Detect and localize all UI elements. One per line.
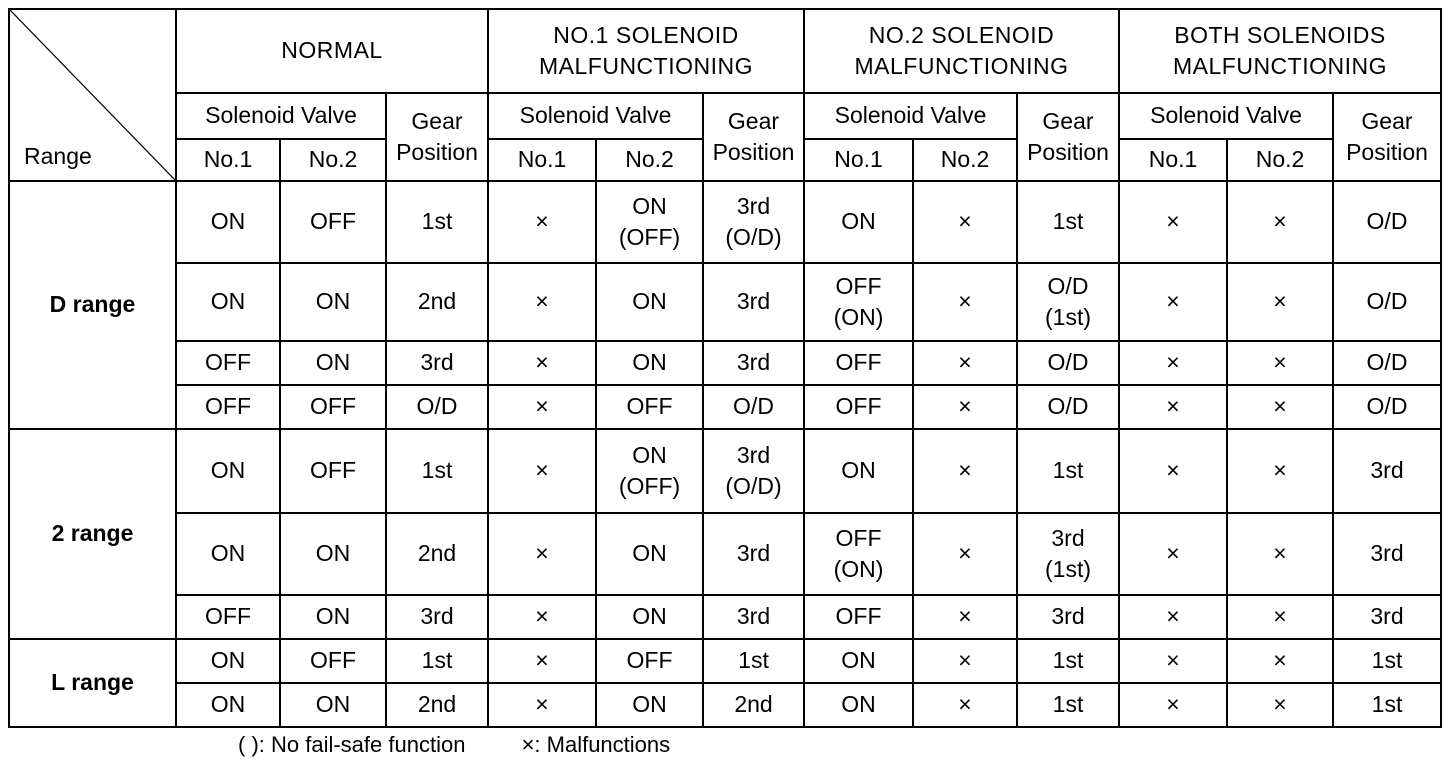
table-row — [9, 429, 1441, 513]
table-cell: × — [1119, 341, 1227, 385]
table-cell: ON — [176, 429, 280, 513]
table-cell: 3rd (1st) — [1017, 513, 1119, 595]
group-header-no1: NO.1 SOLENOID MALFUNCTIONING — [488, 9, 804, 93]
table-cell: × — [488, 341, 596, 385]
range-corner-cell — [9, 9, 176, 181]
table-row — [9, 263, 1441, 341]
gear-position-header: Gear Position — [703, 93, 804, 181]
solenoid-valve-header: Solenoid Valve — [804, 93, 1017, 139]
table-cell: OFF — [280, 429, 386, 513]
legend-malfunctions: ×: Malfunctions — [521, 732, 671, 757]
table-cell: ON — [804, 683, 913, 727]
table-cell: 3rd — [703, 595, 804, 639]
table-cell: ON — [280, 595, 386, 639]
legend — [238, 732, 720, 758]
table-cell: 3rd — [1333, 429, 1441, 513]
table-cell: 1st — [386, 181, 488, 263]
table-cell: ON — [176, 683, 280, 727]
table-cell: 1st — [703, 639, 804, 683]
table-cell: O/D — [1017, 385, 1119, 429]
legend-no-fail-safe: ( ): No fail-safe function — [238, 732, 466, 757]
table-cell: 1st — [1333, 683, 1441, 727]
table-row — [9, 595, 1441, 639]
table-cell: 2nd — [386, 513, 488, 595]
table-cell: 3rd — [1333, 513, 1441, 595]
table-cell: × — [488, 639, 596, 683]
table-row — [9, 513, 1441, 595]
table-cell: × — [913, 429, 1017, 513]
table-cell: × — [913, 513, 1017, 595]
table-cell: × — [913, 683, 1017, 727]
table-cell: 3rd — [1017, 595, 1119, 639]
table-cell: OFF — [804, 385, 913, 429]
table-cell: ON — [596, 683, 703, 727]
table-cell: OFF — [176, 595, 280, 639]
table-cell: × — [913, 263, 1017, 341]
table-cell: OFF (ON) — [804, 513, 913, 595]
table-cell: × — [1227, 181, 1333, 263]
table-row — [9, 181, 1441, 263]
table-cell: ON — [596, 513, 703, 595]
table-cell: 3rd — [703, 263, 804, 341]
range-label-cell: L range — [9, 639, 176, 727]
table-cell: 1st — [386, 639, 488, 683]
table-cell: 2nd — [386, 683, 488, 727]
table-row — [9, 341, 1441, 385]
solenoid-no2-header: No.2 — [913, 139, 1017, 181]
table-cell: ON (OFF) — [596, 181, 703, 263]
table-cell: O/D — [1333, 385, 1441, 429]
table-cell: O/D — [1017, 341, 1119, 385]
table-cell: × — [488, 263, 596, 341]
table-cell: × — [1227, 429, 1333, 513]
group-header-no2: NO.2 SOLENOID MALFUNCTIONING — [804, 9, 1119, 93]
table-cell: 3rd — [1333, 595, 1441, 639]
solenoid-no1-header: No.1 — [176, 139, 280, 181]
table-cell: ON — [596, 341, 703, 385]
table-cell: × — [913, 385, 1017, 429]
table-cell: × — [1227, 513, 1333, 595]
table-cell: × — [913, 341, 1017, 385]
solenoid-no2-header: No.2 — [1227, 139, 1333, 181]
solenoid-valve-header: Solenoid Valve — [176, 93, 386, 139]
range-label-cell: D range — [9, 181, 176, 429]
table-cell: 3rd (O/D) — [703, 429, 804, 513]
table-cell: 2nd — [703, 683, 804, 727]
table-cell: × — [1119, 683, 1227, 727]
table-row — [9, 385, 1441, 429]
table-cell: OFF — [596, 385, 703, 429]
table-cell: × — [1227, 263, 1333, 341]
solenoid-no2-header: No.2 — [596, 139, 703, 181]
table-cell: OFF — [804, 341, 913, 385]
solenoid-no1-header: No.1 — [488, 139, 596, 181]
range-label: Range — [24, 142, 92, 169]
table-cell: × — [1119, 595, 1227, 639]
table-cell: × — [488, 513, 596, 595]
table-cell: × — [1119, 385, 1227, 429]
gear-position-header: Gear Position — [386, 93, 488, 181]
table-cell: OFF — [596, 639, 703, 683]
group-header-both: BOTH SOLENOIDS MALFUNCTIONING — [1119, 9, 1441, 93]
table-cell: ON — [596, 263, 703, 341]
table-cell: 1st — [1333, 639, 1441, 683]
solenoid-no1-header: No.1 — [1119, 139, 1227, 181]
table-cell: ON — [176, 639, 280, 683]
table-cell: ON — [176, 263, 280, 341]
solenoid-valve-header: Solenoid Valve — [488, 93, 703, 139]
table-cell: OFF — [176, 341, 280, 385]
table-cell: O/D — [1333, 341, 1441, 385]
table-cell: O/D — [1333, 263, 1441, 341]
table-cell: × — [1119, 639, 1227, 683]
table-cell: ON — [596, 595, 703, 639]
table-header — [9, 9, 1441, 181]
table-cell: OFF — [280, 385, 386, 429]
table-cell: 1st — [1017, 181, 1119, 263]
gear-position-header: Gear Position — [1333, 93, 1441, 181]
table-cell: ON — [804, 429, 913, 513]
table-cell: 2nd — [386, 263, 488, 341]
table-cell: ON — [804, 639, 913, 683]
table-cell: 1st — [1017, 429, 1119, 513]
table-row — [9, 683, 1441, 727]
table-cell: OFF — [280, 181, 386, 263]
table-cell: × — [1227, 595, 1333, 639]
table-cell: O/D — [703, 385, 804, 429]
table-cell: OFF — [804, 595, 913, 639]
solenoid-no2-header: No.2 — [280, 139, 386, 181]
table-cell: × — [1119, 181, 1227, 263]
table-cell: × — [488, 385, 596, 429]
table-cell: ON — [176, 513, 280, 595]
table-cell: OFF — [280, 639, 386, 683]
table-cell: ON — [280, 263, 386, 341]
table-cell: O/D — [386, 385, 488, 429]
table-cell: 3rd — [386, 595, 488, 639]
solenoid-no1-header: No.1 — [804, 139, 913, 181]
table-cell: ON — [280, 513, 386, 595]
table-cell: × — [1119, 513, 1227, 595]
table-cell: × — [913, 181, 1017, 263]
table-cell: × — [913, 595, 1017, 639]
table-cell: OFF — [176, 385, 280, 429]
table-row — [9, 639, 1441, 683]
table-cell: O/D — [1333, 181, 1441, 263]
table-cell: OFF (ON) — [804, 263, 913, 341]
table-cell: × — [1227, 683, 1333, 727]
table-cell: × — [1227, 341, 1333, 385]
table-cell: ON — [280, 341, 386, 385]
table-cell: ON — [176, 181, 280, 263]
table-cell: × — [913, 639, 1017, 683]
table-cell: × — [488, 595, 596, 639]
gear-position-header: Gear Position — [1017, 93, 1119, 181]
table-cell: ON (OFF) — [596, 429, 703, 513]
solenoid-malfunction-table — [8, 8, 1442, 728]
table-cell: 3rd — [703, 513, 804, 595]
table-cell: ON — [804, 181, 913, 263]
table-cell: × — [1119, 429, 1227, 513]
table-cell: × — [488, 683, 596, 727]
table-cell: 1st — [1017, 683, 1119, 727]
table-cell: 1st — [1017, 639, 1119, 683]
table-cell: 3rd (O/D) — [703, 181, 804, 263]
range-label-cell: 2 range — [9, 429, 176, 639]
table-cell: × — [1119, 263, 1227, 341]
solenoid-valve-header: Solenoid Valve — [1119, 93, 1333, 139]
table-cell: × — [488, 429, 596, 513]
table-cell: × — [1227, 639, 1333, 683]
table-cell: ON — [280, 683, 386, 727]
table-body — [9, 181, 1441, 727]
table-cell: O/D (1st) — [1017, 263, 1119, 341]
group-header-normal: NORMAL — [176, 9, 488, 93]
table-cell: × — [488, 181, 596, 263]
table-cell: 1st — [386, 429, 488, 513]
table-cell: 3rd — [703, 341, 804, 385]
table-cell: × — [1227, 385, 1333, 429]
table-cell: 3rd — [386, 341, 488, 385]
